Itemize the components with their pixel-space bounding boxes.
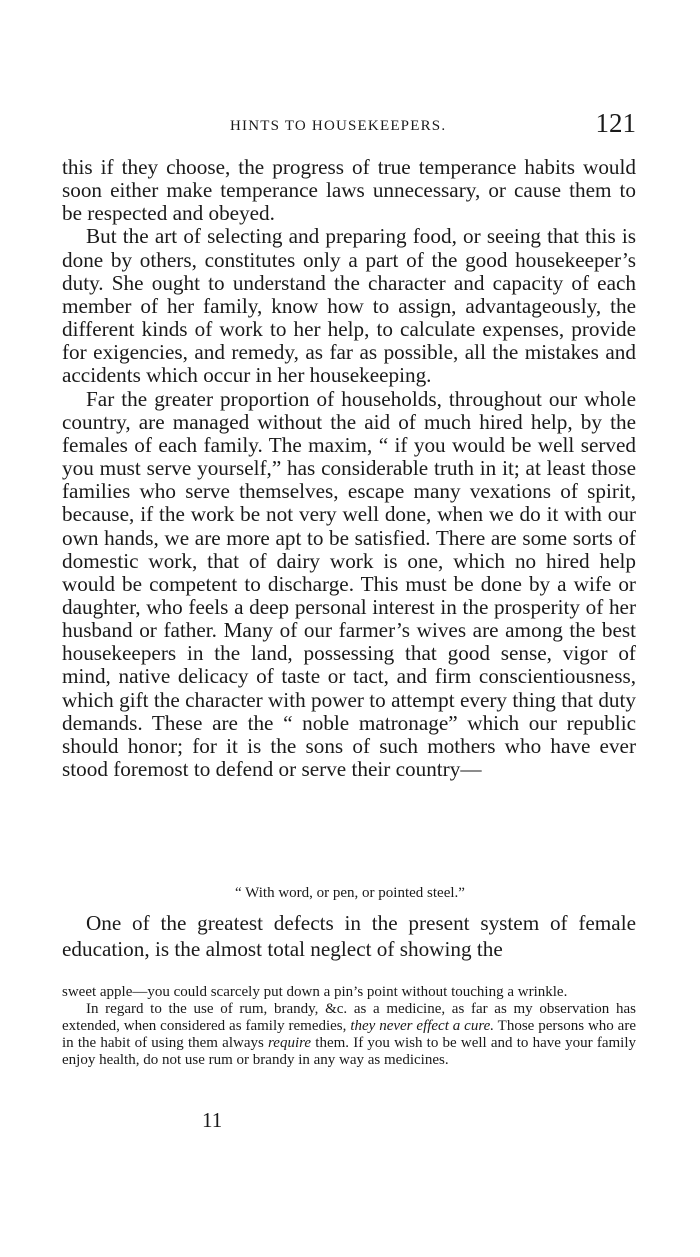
paragraph-housekeeper-duty: But the art of selecting and preparing food, or seeing that this is done by others, constitutes only a part of the good housekeeper’s duty. She ought to understand the character and capacity of each member of her family, know how to assign, advantageously, the different kinds of work to her help, to calculate expenses, provide for exigencies, and remedy, as far as possible, all the mistakes and accidents which occur in her housekeeping. xyxy=(62,224,636,388)
footnote-text: Those persons who are in the habit of using them always xyxy=(62,1018,636,1051)
footnote-rum-brandy xyxy=(62,1001,636,1069)
running-head: HINTS TO HOUSEKEEPERS. xyxy=(230,118,447,134)
footnote-text: them. If you wish to be well and to have your family enjoy health, do not use rum or brandy in any way as medicines. xyxy=(62,1035,636,1068)
footnote-emphasis: they never effect a cure. xyxy=(350,1018,495,1034)
paragraph-households: Far the greater proportion of households, throughout our whole country, are managed without the aid of much hired help, by the females of each family. The maxim, “ if you would be well served you must serve yourself,” has considerable truth in it; at least those families who serve themselves, escape many vexations of spirit, because, if the work be not very well done, when we do it with our own hands, we are more apt to be satisfied. There are some sorts of domestic work, that of dairy work is one, which no hired help would be competent to discharge. This must be done by a wife or daughter, who feels a deep personal interest in the prosperity of her husband or father. Many of our farmer’s wives are among the best housekeepers in the land, possessing that good sense, vigor of mind, native delicacy of taste or tact, and firm conscientiousness, which gift the character with power to attempt every thing that duty demands. These are the “ noble matronage” which our republic should honor; for it is the sons of such mothers who have ever stood foremost to defend or serve their country— xyxy=(62,386,636,782)
paragraph-female-education: One of the greatest defects in the present system of female education, is the almost total neglect of showing the xyxy=(62,911,636,961)
page-header xyxy=(62,108,636,148)
footnote-emphasis: require xyxy=(268,1035,312,1051)
footnotes xyxy=(62,984,636,1069)
paragraph-continuation: this if they choose, the progress of true temperance habits would soon either make temperance laws unnecessary, or cause them to be respected and obeyed. xyxy=(62,155,636,226)
footnote-continuation: sweet apple—you could scarcely put down a pin’s point without touching a wrinkle. xyxy=(62,984,568,1000)
footnote-text: In regard to the use of rum, brandy, &c. as a medicine, as far as my observation has extended, when considered as family remedies, xyxy=(62,1001,636,1034)
page-number: 121 xyxy=(595,108,636,138)
main-text xyxy=(62,156,636,781)
block-quote: “ With word, or pen, or pointed steel.” xyxy=(235,885,465,901)
signature-mark: 11 xyxy=(202,1108,223,1132)
